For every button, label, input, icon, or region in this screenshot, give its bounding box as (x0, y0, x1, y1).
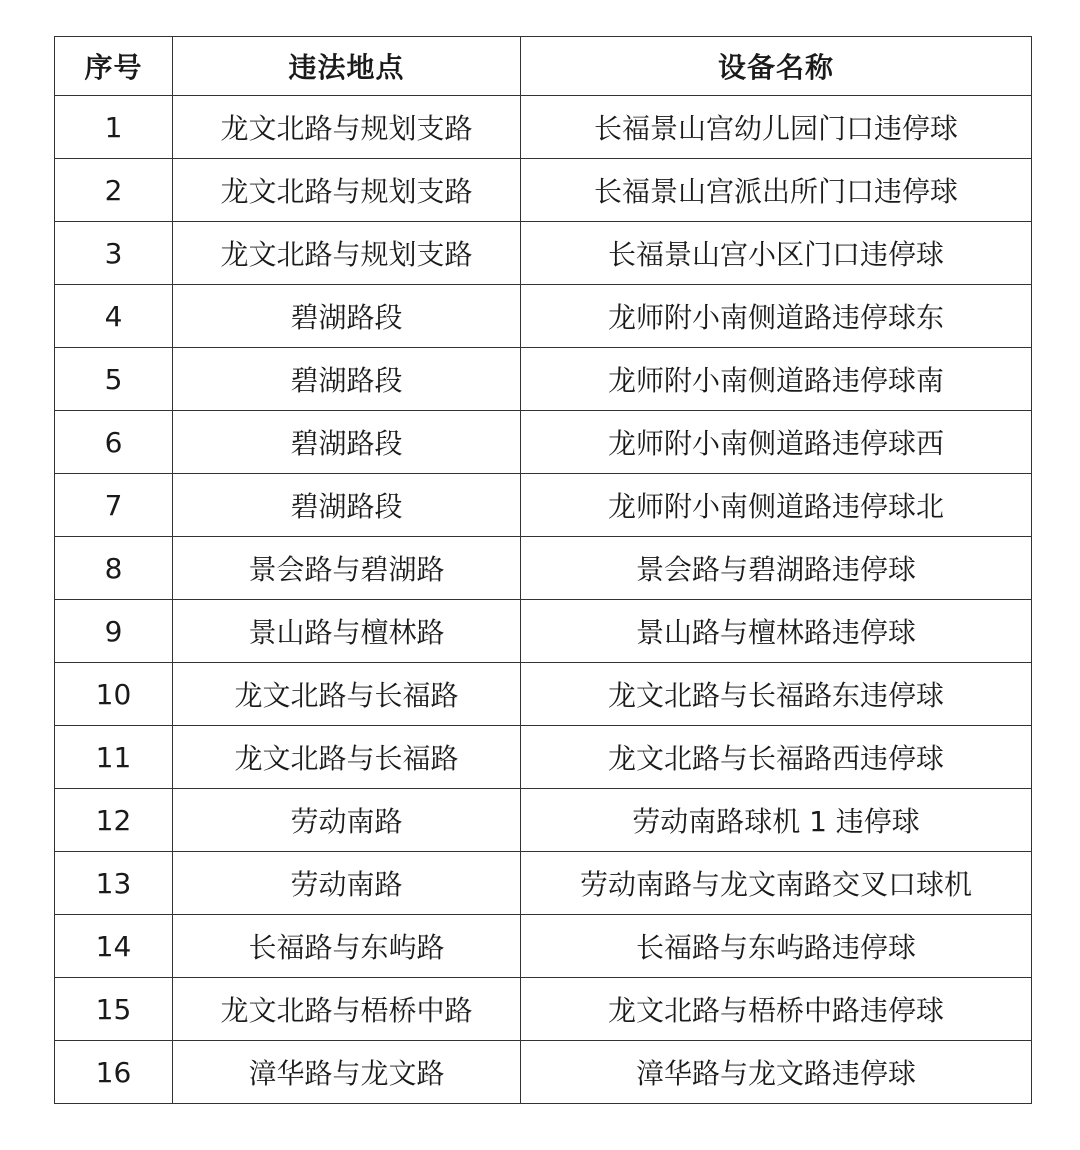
cell-device-name: 长福景山宫幼儿园门口违停球 (521, 96, 1032, 159)
table-row (55, 285, 1032, 348)
header-violation-location: 违法地点 (173, 37, 521, 96)
cell-device-name: 龙文北路与长福路西违停球 (521, 726, 1032, 789)
cell-device-name: 龙师附小南侧道路违停球东 (521, 285, 1032, 348)
table-row (55, 600, 1032, 663)
table-header-row (55, 37, 1032, 96)
table-row (55, 1041, 1032, 1104)
violation-locations-table (54, 36, 1032, 1104)
cell-violation-location: 碧湖路段 (173, 285, 521, 348)
cell-violation-location: 龙文北路与规划支路 (173, 96, 521, 159)
cell-serial-number: 12 (55, 789, 173, 852)
cell-violation-location: 碧湖路段 (173, 411, 521, 474)
cell-device-name: 长福路与东屿路违停球 (521, 915, 1032, 978)
table-row (55, 537, 1032, 600)
cell-serial-number: 9 (55, 600, 173, 663)
cell-device-name: 长福景山宫派出所门口违停球 (521, 159, 1032, 222)
table-row (55, 159, 1032, 222)
cell-serial-number: 14 (55, 915, 173, 978)
cell-serial-number: 8 (55, 537, 173, 600)
table-row (55, 222, 1032, 285)
table-row (55, 348, 1032, 411)
cell-device-name: 漳华路与龙文路违停球 (521, 1041, 1032, 1104)
table-row (55, 96, 1032, 159)
cell-violation-location: 景山路与檀林路 (173, 600, 521, 663)
cell-violation-location: 龙文北路与规划支路 (173, 159, 521, 222)
violation-table-container (54, 36, 1031, 1104)
cell-device-name: 龙师附小南侧道路违停球南 (521, 348, 1032, 411)
cell-violation-location: 龙文北路与长福路 (173, 663, 521, 726)
table-row (55, 789, 1032, 852)
table-row (55, 411, 1032, 474)
cell-device-name: 劳动南路球机 1 违停球 (521, 789, 1032, 852)
table-row (55, 978, 1032, 1041)
cell-violation-location: 劳动南路 (173, 852, 521, 915)
cell-device-name: 龙师附小南侧道路违停球北 (521, 474, 1032, 537)
cell-device-name: 龙师附小南侧道路违停球西 (521, 411, 1032, 474)
cell-serial-number: 16 (55, 1041, 173, 1104)
cell-violation-location: 龙文北路与梧桥中路 (173, 978, 521, 1041)
cell-serial-number: 15 (55, 978, 173, 1041)
cell-violation-location: 景会路与碧湖路 (173, 537, 521, 600)
table-row (55, 474, 1032, 537)
cell-serial-number: 2 (55, 159, 173, 222)
header-device-name: 设备名称 (521, 37, 1032, 96)
cell-device-name: 景会路与碧湖路违停球 (521, 537, 1032, 600)
cell-serial-number: 1 (55, 96, 173, 159)
cell-violation-location: 龙文北路与规划支路 (173, 222, 521, 285)
cell-serial-number: 6 (55, 411, 173, 474)
table-row (55, 726, 1032, 789)
cell-serial-number: 3 (55, 222, 173, 285)
cell-device-name: 龙文北路与长福路东违停球 (521, 663, 1032, 726)
cell-serial-number: 13 (55, 852, 173, 915)
table-row (55, 915, 1032, 978)
cell-device-name: 龙文北路与梧桥中路违停球 (521, 978, 1032, 1041)
cell-device-name: 劳动南路与龙文南路交叉口球机 (521, 852, 1032, 915)
cell-violation-location: 龙文北路与长福路 (173, 726, 521, 789)
cell-device-name: 长福景山宫小区门口违停球 (521, 222, 1032, 285)
cell-violation-location: 碧湖路段 (173, 474, 521, 537)
cell-violation-location: 碧湖路段 (173, 348, 521, 411)
cell-violation-location: 漳华路与龙文路 (173, 1041, 521, 1104)
cell-device-name: 景山路与檀林路违停球 (521, 600, 1032, 663)
table-body (55, 96, 1032, 1104)
header-serial-number: 序号 (55, 37, 173, 96)
cell-serial-number: 7 (55, 474, 173, 537)
cell-serial-number: 5 (55, 348, 173, 411)
cell-violation-location: 长福路与东屿路 (173, 915, 521, 978)
table-row (55, 852, 1032, 915)
table-row (55, 663, 1032, 726)
cell-serial-number: 11 (55, 726, 173, 789)
cell-violation-location: 劳动南路 (173, 789, 521, 852)
cell-serial-number: 10 (55, 663, 173, 726)
cell-serial-number: 4 (55, 285, 173, 348)
